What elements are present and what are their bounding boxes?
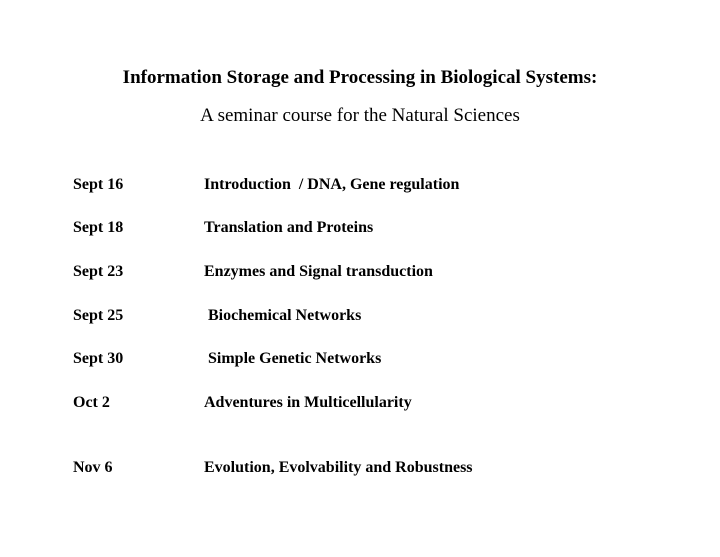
page-title: Information Storage and Processing in Biological Systems: xyxy=(122,67,598,88)
schedule-date: Oct 2 xyxy=(73,394,110,411)
schedule-date: Sept 30 xyxy=(73,350,124,367)
schedule-date: Sept 16 xyxy=(73,176,124,193)
schedule-date: Sept 23 xyxy=(73,263,124,280)
schedule-row xyxy=(0,392,720,414)
schedule-date: Sept 18 xyxy=(73,219,124,236)
schedule-row xyxy=(0,457,720,479)
schedule-topic: Adventures in Multicellularity xyxy=(204,394,412,411)
schedule-topic: Biochemical Networks xyxy=(204,307,362,324)
page-subtitle: A seminar course for the Natural Sciences xyxy=(200,105,520,126)
schedule-row xyxy=(0,174,720,196)
schedule-topic: Simple Genetic Networks xyxy=(204,350,382,367)
schedule-row xyxy=(0,305,720,327)
schedule-topic: Translation and Proteins xyxy=(204,219,374,236)
schedule-date: Nov 6 xyxy=(73,459,113,476)
schedule-row xyxy=(0,261,720,283)
schedule-row xyxy=(0,348,720,370)
schedule-topic: Evolution, Evolvability and Robustness xyxy=(204,459,473,476)
schedule-topic: Introduction / DNA, Gene regulation xyxy=(204,176,460,193)
schedule-topic: Enzymes and Signal transduction xyxy=(204,263,433,280)
schedule-row xyxy=(0,217,720,239)
schedule-date: Sept 25 xyxy=(73,307,124,324)
